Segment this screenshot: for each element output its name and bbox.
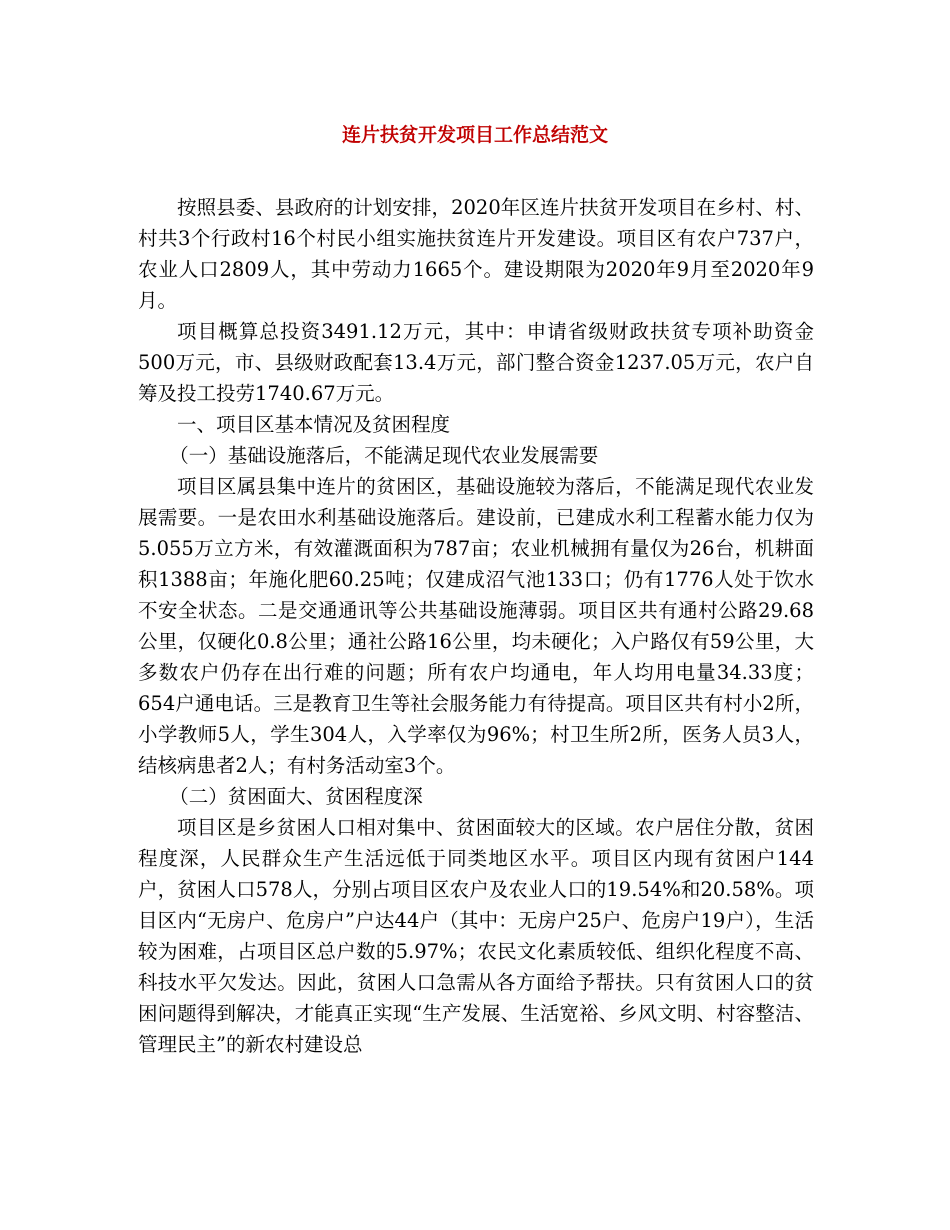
subsection-heading-2: （二）贫困面大、贫困程度深	[169, 785, 423, 808]
section-heading-1: 一、项目区基本情况及贫困程度	[177, 413, 451, 436]
document-body	[138, 192, 814, 1060]
paragraph-investment: 项目概算总投资3491.12万元，其中：申请省级财政扶贫专项补助资金500万元，市、县级财政配套13.4万元，部门整合资金1237.05万元，农户自筹及投工投劳1740.67万元。	[138, 320, 814, 405]
paragraph-infrastructure: 项目区属县集中连片的贫困区，基础设施较为落后，不能满足现代农业发展需要。一是农田水利基础设施落后。建设前，已建成水利工程蓄水能力仅为5.055万立方米，有效灌溉面积为787亩；农业机械拥有量仅为26台，机耕面积1388亩；年施化肥60.25吨；仅建成沼气池133口；仍有1776人处于饮水不安全状态。二是交通通讯等公共基础设施薄弱。项目区共有通村公路29.68公里，仅硬化0.8公里；通社公路16公里，均未硬化；入户路仅有59公里，大多数农户仍存在出行难的问题；所有农户均通电，年人均用电量34.33度；654户通电话。三是教育卫生等社会服务能力有待提高。项目区共有村小2所，小学教师5人，学生304人，入学率仅为96%；村卫生所2所，医务人员3人，结核病患者2人；有村务活动室3个。	[138, 475, 814, 777]
paragraph-intro: 按照县委、县政府的计划安排，2020年区连片扶贫开发项目在乡村、村、村共3个行政村16个村民小组实施扶贫连片开发建设。项目区有农户737户，农业人口2809人，其中劳动力1665个。建设期限为2020年9月至2020年9月。	[138, 196, 814, 312]
subsection-heading-1: （一）基础设施落后，不能满足现代农业发展需要	[169, 444, 599, 467]
document-title: 连片扶贫开发项目工作总结范文	[341, 124, 608, 146]
paragraph-poverty: 项目区是乡贫困人口相对集中、贫困面较大的区域。农户居住分散，贫困程度深，人民群众生产生活远低于同类地区水平。项目区内现有贫困户144户，贫困人口578人，分别占项目区农户及农业人口的19.54%和20.58%。项目区内“无房户、危房户”户达44户（其中：无房户25户、危房户19户），生活较为困难，占项目区总户数的5.97%；农民文化素质较低、组织化程度不高、科技水平欠发达。因此，贫困人口急需从各方面给予帮扶。只有贫困人口的贫困问题得到解决，才能真正实现“生产发展、生活宽裕、乡风文明、村容整洁、管理民主”的新农村建设总	[138, 816, 814, 1056]
